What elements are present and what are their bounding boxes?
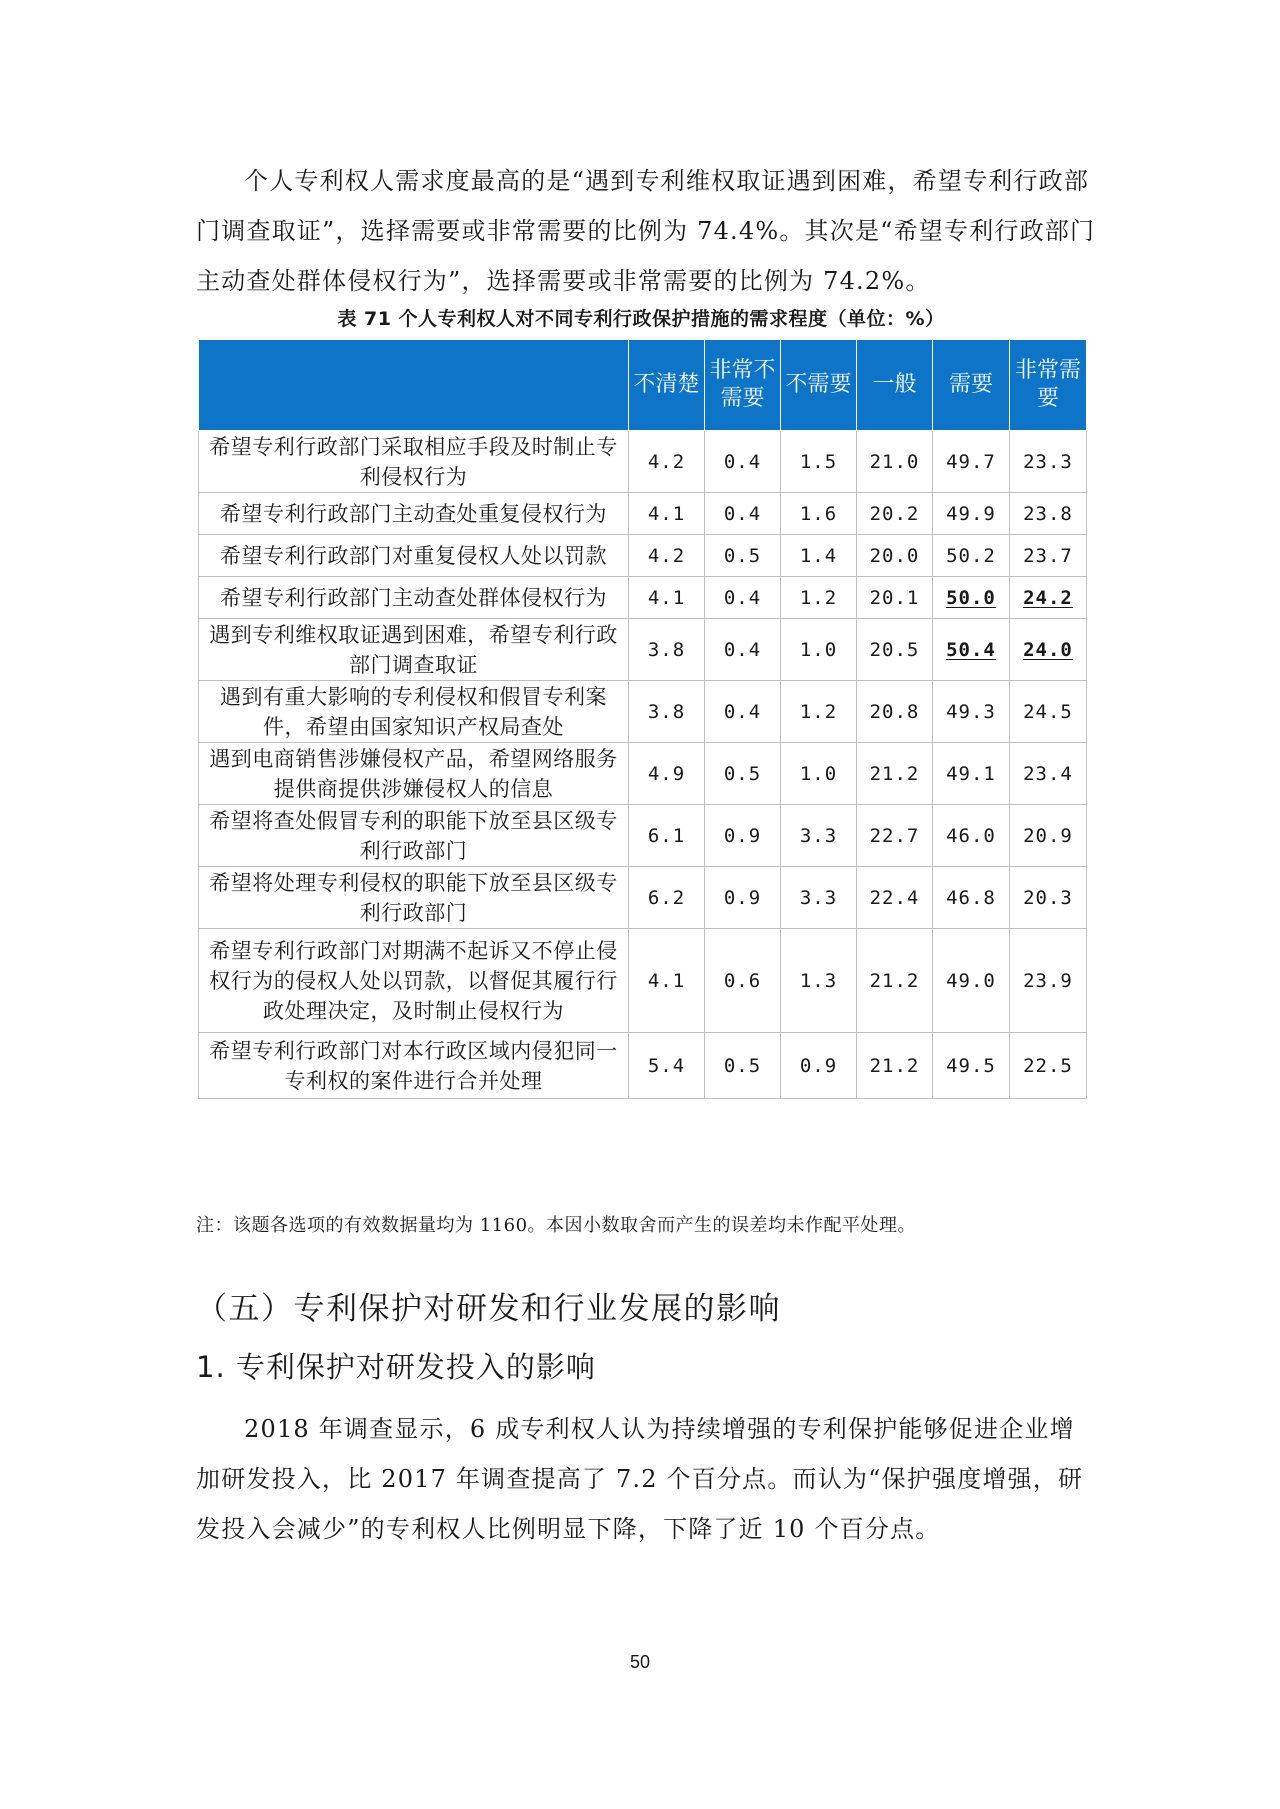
- row-label: 希望专利行政部门对期满不起诉又不停止侵权行为的侵权人处以罚款，以督促其履行行政处理决定，及时制止侵权行为: [199, 929, 629, 1033]
- value-text: 50.4: [946, 638, 996, 661]
- value-cell: [1010, 431, 1087, 493]
- value-text: 3.8: [647, 700, 686, 723]
- subsection-heading: 1. 专利保护对研发投入的影响: [196, 1350, 596, 1384]
- value-text: 46.8: [946, 886, 996, 909]
- value-text: 0.5: [723, 762, 762, 785]
- table-row: [199, 743, 1087, 805]
- row-label: 遇到电商销售涉嫌侵权产品，希望网络服务提供商提供涉嫌侵权人的信息: [199, 743, 629, 805]
- value-text: 20.1: [869, 586, 920, 609]
- value-cell: [857, 577, 933, 619]
- value-text: 23.8: [1023, 502, 1073, 525]
- header-cell: 非常需要: [1010, 340, 1087, 431]
- value-cell: [781, 577, 857, 619]
- value-text: 0.4: [723, 638, 762, 661]
- row-label: 希望专利行政部门对重复侵权人处以罚款: [199, 535, 629, 577]
- row-label: 遇到专利维权取证遇到困难，希望专利行政部门调查取证: [199, 619, 629, 681]
- value-cell: [933, 867, 1010, 929]
- value-cell: [857, 1033, 933, 1099]
- value-cell: [857, 929, 933, 1033]
- value-cell: [705, 577, 781, 619]
- value-cell: [857, 619, 933, 681]
- row-label: 希望专利行政部门主动查处重复侵权行为: [199, 493, 629, 535]
- value-text: 1.2: [799, 700, 838, 723]
- value-text: 0.4: [723, 586, 762, 609]
- value-text: 6.1: [647, 824, 686, 847]
- value-cell: [933, 431, 1010, 493]
- value-text: 5.4: [647, 1054, 686, 1077]
- row-label: 希望专利行政部门对本行政区域内侵犯同一专利权的案件进行合并处理: [199, 1033, 629, 1099]
- value-cell: [781, 619, 857, 681]
- value-text: 24.5: [1023, 700, 1073, 723]
- value-text: 0.4: [723, 700, 762, 723]
- value-cell: [1010, 681, 1087, 743]
- value-text: 0.6: [723, 969, 762, 992]
- value-cell: [705, 867, 781, 929]
- row-label: 希望将处理专利侵权的职能下放至县区级专利行政部门: [199, 867, 629, 929]
- value-cell: [629, 743, 705, 805]
- value-text: 49.7: [946, 450, 996, 473]
- table-note: 注：该题各选项的有效数据量均为 1160。本因小数取舍而产生的误差均未作配平处理。: [196, 1215, 917, 1236]
- value-text: 49.0: [946, 969, 996, 992]
- value-text: 24.2: [1023, 586, 1073, 609]
- value-text: 23.9: [1023, 969, 1073, 992]
- value-text: 21.2: [869, 762, 920, 785]
- value-text: 4.2: [647, 450, 686, 473]
- value-cell: [705, 535, 781, 577]
- value-text: 0.4: [723, 450, 762, 473]
- row-label: 希望专利行政部门采取相应手段及时制止专利侵权行为: [199, 431, 629, 493]
- value-text: 0.5: [723, 1054, 762, 1077]
- value-cell: [781, 743, 857, 805]
- value-text: 1.4: [799, 544, 838, 567]
- value-cell: [933, 743, 1010, 805]
- table-row: [199, 431, 1087, 493]
- value-text: 0.4: [723, 502, 762, 525]
- table-row: [199, 867, 1087, 929]
- value-text: 1.0: [799, 638, 838, 661]
- value-text: 4.1: [647, 502, 686, 525]
- value-cell: [781, 431, 857, 493]
- value-text: 49.9: [946, 502, 996, 525]
- value-text: 0.9: [723, 824, 762, 847]
- value-cell: [781, 805, 857, 867]
- value-cell: [629, 493, 705, 535]
- value-text: 3.8: [647, 638, 686, 661]
- value-cell: [705, 929, 781, 1033]
- value-text: 0.5: [723, 544, 762, 567]
- value-cell: [781, 535, 857, 577]
- value-cell: [629, 867, 705, 929]
- value-cell: [705, 619, 781, 681]
- value-text: 1.2: [799, 586, 838, 609]
- value-cell: [705, 743, 781, 805]
- table-row: [199, 1033, 1087, 1099]
- value-text: 46.0: [946, 824, 996, 847]
- value-text: 20.5: [869, 638, 920, 661]
- value-text: 22.4: [869, 886, 920, 909]
- table-row: [199, 493, 1087, 535]
- value-text: 1.0: [799, 762, 838, 785]
- table-row: [199, 619, 1087, 681]
- value-text: 22.7: [869, 824, 920, 847]
- section-heading: （五）专利保护对研发和行业发展的影响: [196, 1291, 781, 1327]
- value-text: 20.0: [869, 544, 920, 567]
- value-cell: [629, 431, 705, 493]
- value-text: 6.2: [647, 886, 686, 909]
- value-text: 3.3: [799, 886, 838, 909]
- table-header-row: [199, 340, 1087, 431]
- value-text: 4.2: [647, 544, 686, 567]
- value-text: 20.9: [1023, 824, 1073, 847]
- value-cell: [1010, 619, 1087, 681]
- demand-table: [198, 339, 1087, 1099]
- value-cell: [705, 431, 781, 493]
- paragraph-research: 2018 年调查显示，6 成专利权人认为持续增强的专利保护能够促进企业增加研发投入，比 2017 年调查提高了 7.2 个百分点。而认为“保护强度增强，研发投入会减少”的专利权人比例明显下降，下降了近 10 个百分点。: [196, 1415, 1084, 1543]
- table-row: [199, 929, 1087, 1033]
- header-cell: 一般: [857, 340, 933, 431]
- row-label: 遇到有重大影响的专利侵权和假冒专利案件，希望由国家知识产权局查处: [199, 681, 629, 743]
- value-text: 4.9: [647, 762, 686, 785]
- value-text: 23.3: [1023, 450, 1073, 473]
- value-text: 20.8: [869, 700, 920, 723]
- value-text: 49.5: [946, 1054, 996, 1077]
- header-cell: 非常不需要: [705, 340, 781, 431]
- value-cell: [933, 681, 1010, 743]
- value-text: 21.0: [869, 450, 920, 473]
- value-cell: [1010, 535, 1087, 577]
- paragraph-intro: 个人专利权人需求度最高的是“遇到专利维权取证遇到困难，希望专利行政部门调查取证”，选择需要或非常需要的比例为 74.4%。其次是“希望专利行政部门主动查处群体侵权行为”，选择需要或非常需要的比例为 74.2%。: [196, 167, 1096, 295]
- value-cell: [629, 805, 705, 867]
- value-cell: [857, 493, 933, 535]
- value-text: 1.5: [799, 450, 838, 473]
- value-cell: [857, 743, 933, 805]
- table-row: [199, 535, 1087, 577]
- value-text: 1.6: [799, 502, 838, 525]
- value-text: 49.1: [946, 762, 996, 785]
- value-text: 4.1: [647, 969, 686, 992]
- value-cell: [781, 681, 857, 743]
- value-cell: [705, 493, 781, 535]
- value-text: 4.1: [647, 586, 686, 609]
- value-cell: [933, 619, 1010, 681]
- value-cell: [857, 535, 933, 577]
- value-cell: [933, 929, 1010, 1033]
- value-text: 3.3: [799, 824, 838, 847]
- value-cell: [857, 867, 933, 929]
- value-cell: [1010, 1033, 1087, 1099]
- table-row: [199, 681, 1087, 743]
- value-cell: [1010, 805, 1087, 867]
- value-text: 21.2: [869, 1054, 920, 1077]
- value-cell: [1010, 929, 1087, 1033]
- value-text: 1.3: [799, 969, 838, 992]
- value-cell: [781, 867, 857, 929]
- row-label: 希望专利行政部门主动查处群体侵权行为: [199, 577, 629, 619]
- value-text: 22.5: [1023, 1054, 1073, 1077]
- value-cell: [857, 431, 933, 493]
- value-text: 20.3: [1023, 886, 1073, 909]
- value-cell: [629, 577, 705, 619]
- value-text: 23.4: [1023, 762, 1073, 785]
- value-cell: [1010, 577, 1087, 619]
- header-cell: 需要: [933, 340, 1010, 431]
- header-cell: 不清楚: [629, 340, 705, 431]
- value-text: 0.9: [799, 1054, 838, 1077]
- value-cell: [629, 1033, 705, 1099]
- value-text: 50.0: [946, 586, 996, 609]
- value-cell: [781, 929, 857, 1033]
- value-cell: [705, 681, 781, 743]
- value-text: 20.2: [869, 502, 920, 525]
- value-cell: [705, 805, 781, 867]
- value-cell: [1010, 743, 1087, 805]
- value-cell: [933, 535, 1010, 577]
- header-cell: [199, 340, 629, 431]
- value-text: 49.3: [946, 700, 996, 723]
- value-text: 21.2: [869, 969, 920, 992]
- value-cell: [1010, 493, 1087, 535]
- value-cell: [781, 1033, 857, 1099]
- value-cell: [629, 929, 705, 1033]
- value-cell: [629, 681, 705, 743]
- value-cell: [857, 681, 933, 743]
- value-cell: [629, 619, 705, 681]
- value-cell: [781, 493, 857, 535]
- value-cell: [933, 577, 1010, 619]
- table-caption: 表 71 个人专利权人对不同专利行政保护措施的需求程度（单位：%）: [337, 308, 945, 330]
- page-number: 50: [629, 1652, 651, 1672]
- value-cell: [933, 1033, 1010, 1099]
- value-text: 23.7: [1023, 544, 1073, 567]
- value-cell: [933, 805, 1010, 867]
- value-cell: [857, 805, 933, 867]
- row-label: 希望将查处假冒专利的职能下放至县区级专利行政部门: [199, 805, 629, 867]
- table-row: [199, 805, 1087, 867]
- value-text: 50.2: [946, 544, 996, 567]
- value-cell: [629, 535, 705, 577]
- value-text: 0.9: [723, 886, 762, 909]
- value-text: 24.0: [1023, 638, 1073, 661]
- value-cell: [705, 1033, 781, 1099]
- value-cell: [1010, 867, 1087, 929]
- header-cell: 不需要: [781, 340, 857, 431]
- table-row: [199, 577, 1087, 619]
- value-cell: [933, 493, 1010, 535]
